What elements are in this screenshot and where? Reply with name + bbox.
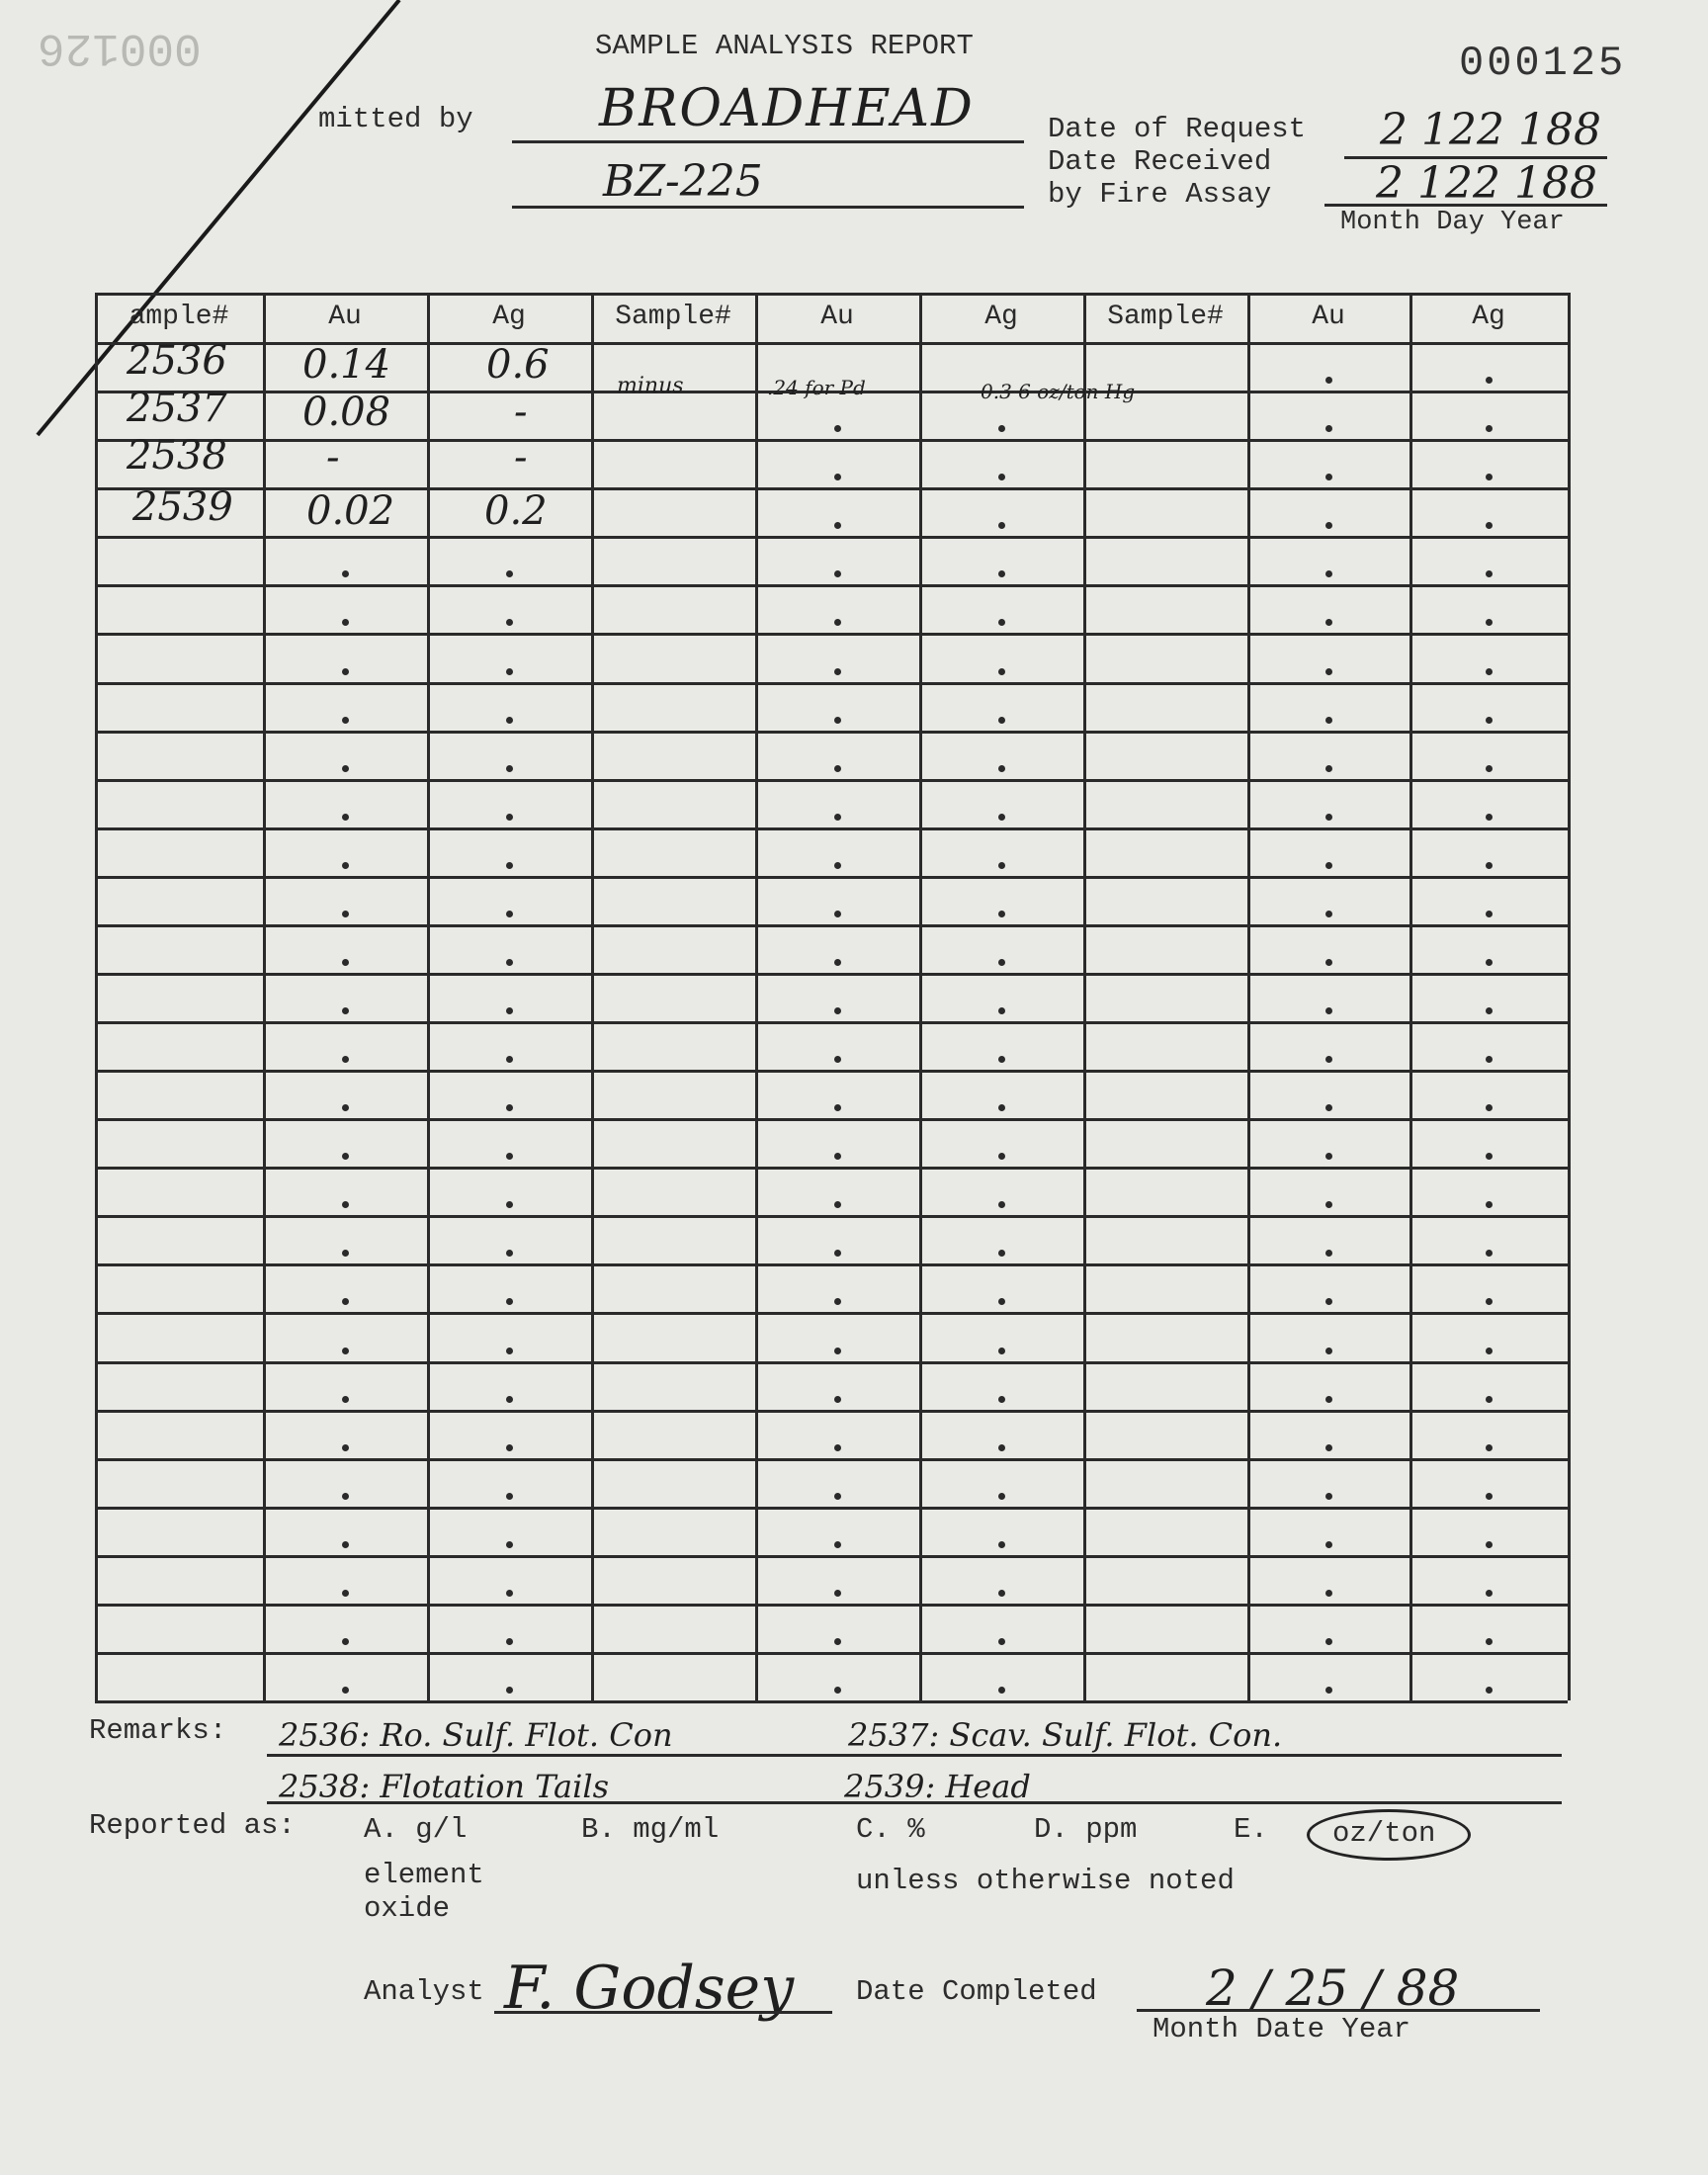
grid-column-line	[1409, 293, 1412, 1700]
note-pd: .24 for Pd	[767, 376, 866, 399]
submitted-by-underline	[512, 140, 1024, 143]
remarks-underline-2	[267, 1801, 1562, 1804]
month-date-year-label: Month Date Year	[1153, 2013, 1411, 2045]
project-underline	[512, 206, 1024, 209]
decimal-dot	[998, 765, 1005, 772]
decimal-dot	[1486, 1056, 1493, 1063]
decimal-dot	[998, 959, 1005, 966]
grid-row-line	[95, 827, 1568, 830]
row4-sample: 2539	[132, 484, 233, 530]
grid-row-line	[95, 1507, 1568, 1510]
grid-column-line	[1083, 293, 1086, 1700]
grid-row-line	[95, 1604, 1568, 1607]
month-day-year-label: Month Day Year	[1340, 208, 1565, 237]
decimal-dot	[998, 1250, 1005, 1257]
decimal-dot	[998, 570, 1005, 577]
decimal-dot	[506, 1590, 513, 1597]
note-minus: minus	[617, 374, 684, 398]
grid-column-line	[591, 293, 594, 1700]
grid-row-line	[95, 973, 1568, 976]
decimal-dot	[834, 1298, 841, 1305]
decimal-dot	[1486, 1541, 1493, 1548]
decimal-dot	[834, 474, 841, 480]
row1-sample: 2536	[127, 338, 227, 384]
decimal-dot	[1486, 1493, 1493, 1500]
decimal-dot	[998, 1687, 1005, 1694]
decimal-dot	[1486, 1687, 1493, 1694]
note-hg: 0.3 6 oz/ton Hg	[981, 380, 1136, 403]
decimal-dot	[1325, 1687, 1332, 1694]
grid-column-line	[1247, 293, 1250, 1700]
decimal-dot	[506, 862, 513, 869]
reported-option-b: B. mg/ml	[581, 1813, 720, 1846]
decimal-dot	[1486, 1250, 1493, 1257]
decimal-dot	[342, 814, 349, 821]
decimal-dot	[506, 570, 513, 577]
project-value: BZ-225	[603, 156, 763, 207]
document-number: 000125	[1459, 40, 1627, 87]
column-header-2: Ag	[492, 302, 526, 332]
decimal-dot	[1325, 1590, 1332, 1597]
grid-row-line	[95, 731, 1568, 734]
decimal-dot	[834, 1007, 841, 1014]
column-header-6: Sample#	[1107, 302, 1224, 332]
submitted-by-label: mitted by	[318, 103, 473, 135]
decimal-dot	[1486, 1396, 1493, 1403]
decimal-dot	[998, 1590, 1005, 1597]
decimal-dot	[834, 1541, 841, 1548]
grid-row-line	[95, 1652, 1568, 1655]
date-received-value: 2 122 188	[1376, 158, 1597, 209]
decimal-dot	[998, 522, 1005, 529]
decimal-dot	[506, 1493, 513, 1500]
remark-2536: 2536: Ro. Sulf. Flot. Con	[279, 1716, 673, 1754]
grid-row-line	[95, 1312, 1568, 1315]
decimal-dot	[342, 1396, 349, 1403]
decimal-dot	[834, 1104, 841, 1111]
decimal-dot	[342, 959, 349, 966]
decimal-dot	[834, 1493, 841, 1500]
decimal-dot	[834, 1396, 841, 1403]
decimal-dot	[998, 1348, 1005, 1354]
reported-unless-noted: unless otherwise noted	[856, 1865, 1235, 1897]
decimal-dot	[342, 570, 349, 577]
reported-element: element	[364, 1859, 484, 1891]
decimal-dot	[1325, 1541, 1332, 1548]
decimal-dot	[506, 619, 513, 626]
decimal-dot	[506, 959, 513, 966]
decimal-dot	[342, 1444, 349, 1451]
decimal-dot	[1325, 1348, 1332, 1354]
decimal-dot	[1325, 425, 1332, 432]
decimal-dot	[834, 959, 841, 966]
reported-option-c: C. %	[856, 1813, 925, 1846]
decimal-dot	[1486, 911, 1493, 917]
decimal-dot	[1325, 1396, 1332, 1403]
decimal-dot	[1325, 1153, 1332, 1160]
decimal-dot	[506, 717, 513, 724]
decimal-dot	[506, 1056, 513, 1063]
decimal-dot	[834, 1153, 841, 1160]
decimal-dot	[834, 1444, 841, 1451]
grid-row-line	[95, 1361, 1568, 1364]
decimal-dot	[1325, 717, 1332, 724]
decimal-dot	[1486, 377, 1493, 384]
decimal-dot	[998, 1201, 1005, 1208]
decimal-dot	[834, 1250, 841, 1257]
decimal-dot	[998, 1493, 1005, 1500]
decimal-dot	[998, 1007, 1005, 1014]
decimal-dot	[998, 1541, 1005, 1548]
row3-ag: -	[514, 435, 528, 480]
column-header-5: Ag	[984, 302, 1018, 332]
decimal-dot	[1486, 522, 1493, 529]
decimal-dot	[998, 474, 1005, 480]
reported-option-e: E.	[1234, 1813, 1268, 1846]
column-header-0: ample#	[128, 302, 229, 332]
row3-au: -	[326, 435, 340, 480]
grid-row-line	[95, 439, 1568, 442]
decimal-dot	[998, 1444, 1005, 1451]
decimal-dot	[506, 1007, 513, 1014]
decimal-dot	[506, 814, 513, 821]
decimal-dot	[1486, 1444, 1493, 1451]
decimal-dot	[1486, 765, 1493, 772]
decimal-dot	[506, 1687, 513, 1694]
decimal-dot	[834, 668, 841, 675]
decimal-dot	[834, 862, 841, 869]
decimal-dot	[506, 765, 513, 772]
decimal-dot	[342, 717, 349, 724]
column-header-8: Ag	[1472, 302, 1505, 332]
decimal-dot	[1325, 1007, 1332, 1014]
decimal-dot	[506, 1104, 513, 1111]
decimal-dot	[834, 814, 841, 821]
decimal-dot	[834, 1590, 841, 1597]
grid-row-line	[95, 924, 1568, 927]
grid-row-line	[95, 1700, 1568, 1703]
row2-sample: 2537	[127, 386, 227, 431]
grid-column-line	[95, 293, 98, 1700]
grid-row-line	[95, 682, 1568, 685]
decimal-dot	[1486, 717, 1493, 724]
decimal-dot	[1325, 911, 1332, 917]
date-completed-label: Date Completed	[856, 1975, 1097, 2008]
decimal-dot	[1486, 862, 1493, 869]
decimal-dot	[1486, 619, 1493, 626]
row3-sample: 2538	[127, 433, 227, 478]
decimal-dot	[998, 862, 1005, 869]
decimal-dot	[342, 1493, 349, 1500]
grid-row-line	[95, 633, 1568, 636]
decimal-dot	[342, 1687, 349, 1694]
decimal-dot	[1486, 474, 1493, 480]
decimal-dot	[1486, 1007, 1493, 1014]
decimal-dot	[834, 425, 841, 432]
row2-ag: -	[514, 390, 528, 435]
analyst-signature: F. Godsey	[504, 1954, 795, 2023]
decimal-dot	[1486, 570, 1493, 577]
grid-column-line	[919, 293, 922, 1700]
decimal-dot	[998, 668, 1005, 675]
date-completed-value: 2 / 25 / 88	[1206, 1959, 1460, 2017]
grid-row-line	[95, 1410, 1568, 1413]
reported-option-d: D. ppm	[1034, 1813, 1138, 1846]
decimal-dot	[1325, 1250, 1332, 1257]
fire-assay-label: by Fire Assay	[1048, 178, 1272, 211]
column-header-4: Au	[820, 302, 854, 332]
remark-2538: 2538: Flotation Tails	[279, 1768, 609, 1805]
decimal-dot	[1325, 814, 1332, 821]
decimal-dot	[342, 1201, 349, 1208]
row2-au: 0.08	[302, 390, 391, 435]
decimal-dot	[342, 1056, 349, 1063]
row4-au: 0.02	[306, 488, 395, 534]
decimal-dot	[342, 1590, 349, 1597]
grid-row-line	[95, 536, 1568, 539]
decimal-dot	[342, 911, 349, 917]
grid-row-line	[95, 1021, 1568, 1024]
decimal-dot	[834, 765, 841, 772]
decimal-dot	[342, 862, 349, 869]
decimal-dot	[506, 1298, 513, 1305]
decimal-dot	[834, 911, 841, 917]
row1-ag: 0.6	[486, 342, 550, 388]
decimal-dot	[1325, 959, 1332, 966]
decimal-dot	[342, 1104, 349, 1111]
reported-oxide: oxide	[364, 1892, 451, 1925]
decimal-dot	[834, 1201, 841, 1208]
decimal-dot	[834, 1056, 841, 1063]
reported-as-label: Reported as:	[89, 1809, 296, 1842]
submitted-by-value: BROADHEAD	[599, 79, 975, 138]
grid-row-line	[95, 1458, 1568, 1461]
grid-row-line	[95, 1167, 1568, 1170]
reported-option-e-value: oz/ton	[1332, 1817, 1436, 1850]
decimal-dot	[1486, 668, 1493, 675]
decimal-dot	[506, 1396, 513, 1403]
decimal-dot	[834, 570, 841, 577]
decimal-dot	[342, 1007, 349, 1014]
decimal-dot	[1325, 862, 1332, 869]
row4-ag: 0.2	[484, 488, 548, 534]
decimal-dot	[506, 1201, 513, 1208]
date-received-underline	[1324, 204, 1607, 207]
decimal-dot	[342, 1298, 349, 1305]
decimal-dot	[834, 522, 841, 529]
grid-row-line	[95, 1215, 1568, 1218]
decimal-dot	[342, 1348, 349, 1354]
report-title: SAMPLE ANALYSIS REPORT	[595, 30, 974, 62]
grid-column-line	[1568, 293, 1571, 1700]
grid-row-line	[95, 779, 1568, 782]
decimal-dot	[506, 1638, 513, 1645]
grid-row-line	[95, 1555, 1568, 1558]
decimal-dot	[342, 1153, 349, 1160]
decimal-dot	[1325, 1493, 1332, 1500]
decimal-dot	[1325, 522, 1332, 529]
decimal-dot	[1486, 1201, 1493, 1208]
decimal-dot	[1486, 1153, 1493, 1160]
decimal-dot	[506, 911, 513, 917]
decimal-dot	[998, 1056, 1005, 1063]
decimal-dot	[506, 1541, 513, 1548]
decimal-dot	[834, 717, 841, 724]
decimal-dot	[998, 1298, 1005, 1305]
decimal-dot	[1486, 1104, 1493, 1111]
grid-column-line	[263, 293, 266, 1700]
decimal-dot	[1486, 1348, 1493, 1354]
date-completed-underline	[1137, 2009, 1540, 2012]
decimal-dot	[506, 668, 513, 675]
decimal-dot	[506, 1250, 513, 1257]
decimal-dot	[342, 1250, 349, 1257]
decimal-dot	[1325, 1201, 1332, 1208]
grid-column-line	[755, 293, 758, 1700]
decimal-dot	[998, 1104, 1005, 1111]
decimal-dot	[506, 1348, 513, 1354]
grid-row-line	[95, 1070, 1568, 1073]
date-request-label: Date of Request	[1048, 113, 1307, 145]
decimal-dot	[834, 1687, 841, 1694]
decimal-dot	[506, 1444, 513, 1451]
decimal-dot	[1325, 619, 1332, 626]
analyst-underline	[494, 2011, 832, 2014]
decimal-dot	[1486, 425, 1493, 432]
analyst-label: Analyst	[364, 1975, 484, 2008]
decimal-dot	[1325, 1444, 1332, 1451]
decimal-dot	[1325, 1638, 1332, 1645]
grid-column-line	[427, 293, 430, 1700]
decimal-dot	[342, 765, 349, 772]
decimal-dot	[1486, 1638, 1493, 1645]
column-header-7: Au	[1312, 302, 1345, 332]
decimal-dot	[998, 1638, 1005, 1645]
column-header-3: Sample#	[615, 302, 731, 332]
decimal-dot	[1325, 570, 1332, 577]
decimal-dot	[342, 619, 349, 626]
decimal-dot	[1325, 765, 1332, 772]
row1-au: 0.14	[302, 342, 391, 388]
decimal-dot	[1325, 377, 1332, 384]
grid-row-line	[95, 584, 1568, 587]
decimal-dot	[1486, 959, 1493, 966]
grid-row-line	[95, 1118, 1568, 1121]
decimal-dot	[998, 911, 1005, 917]
decimal-dot	[506, 1153, 513, 1160]
grid-row-line	[95, 1263, 1568, 1266]
decimal-dot	[998, 425, 1005, 432]
decimal-dot	[1486, 1590, 1493, 1597]
decimal-dot	[1486, 814, 1493, 821]
decimal-dot	[1325, 1056, 1332, 1063]
decimal-dot	[998, 619, 1005, 626]
date-request-value: 2 122 188	[1380, 105, 1601, 155]
remarks-underline-1	[267, 1754, 1562, 1757]
decimal-dot	[834, 619, 841, 626]
decimal-dot	[834, 1348, 841, 1354]
decimal-dot	[342, 1638, 349, 1645]
decimal-dot	[998, 1153, 1005, 1160]
reported-option-a: A. g/l	[364, 1813, 468, 1846]
corner-stamp-number: 000126	[38, 22, 202, 73]
remarks-label: Remarks:	[89, 1714, 227, 1747]
decimal-dot	[998, 814, 1005, 821]
grid-row-line	[95, 876, 1568, 879]
remark-2537: 2537: Scav. Sulf. Flot. Con.	[848, 1716, 1283, 1754]
date-received-label: Date Received	[1048, 145, 1272, 178]
decimal-dot	[342, 668, 349, 675]
decimal-dot	[1325, 668, 1332, 675]
decimal-dot	[1325, 1298, 1332, 1305]
decimal-dot	[1486, 1298, 1493, 1305]
decimal-dot	[834, 1638, 841, 1645]
remark-2539: 2539: Head	[844, 1768, 1031, 1805]
decimal-dot	[998, 717, 1005, 724]
decimal-dot	[1325, 1104, 1332, 1111]
decimal-dot	[998, 1396, 1005, 1403]
decimal-dot	[1325, 474, 1332, 480]
decimal-dot	[342, 1541, 349, 1548]
column-header-1: Au	[328, 302, 362, 332]
